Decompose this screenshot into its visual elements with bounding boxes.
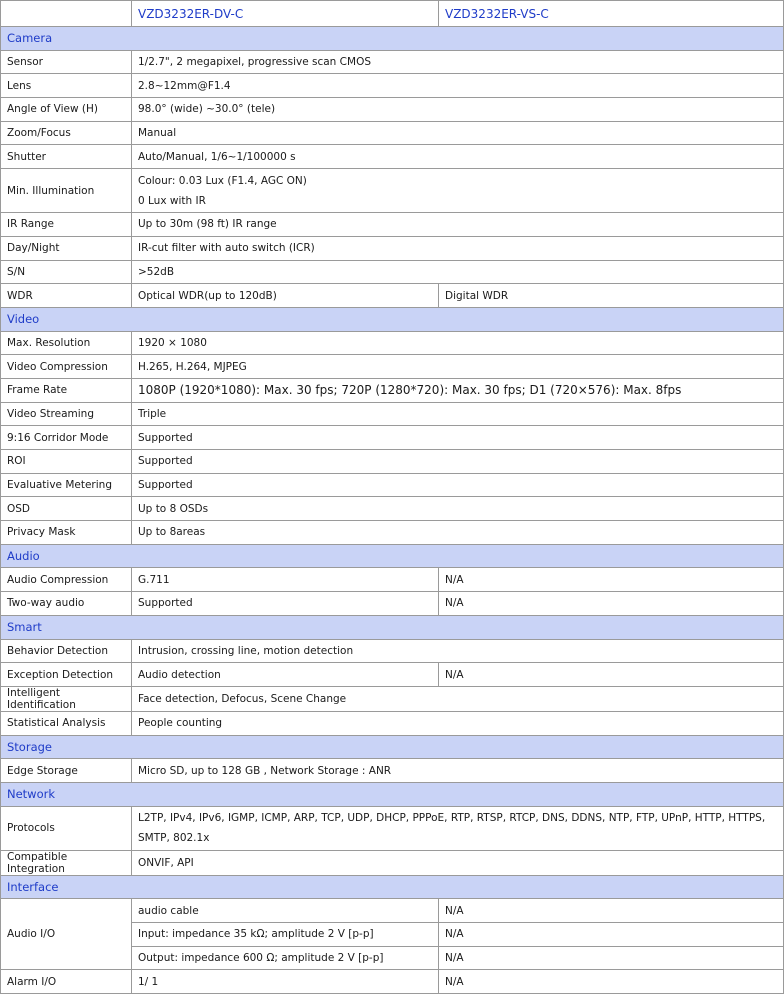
- table-row: [1, 686, 784, 711]
- spec-label: Statistical Analysis: [1, 711, 132, 735]
- table-row: [1, 639, 784, 663]
- table-row: [1, 450, 784, 474]
- spec-value: Up to 30m (98 ft) IR range: [132, 213, 784, 237]
- spec-value: Supported: [132, 450, 784, 474]
- spec-value: Triple: [132, 402, 784, 426]
- table-row: [1, 759, 784, 783]
- spec-value-b: N/A: [439, 970, 784, 994]
- spec-label: Edge Storage: [1, 759, 132, 783]
- section-smart: [1, 615, 784, 639]
- spec-label: Sensor: [1, 50, 132, 74]
- spec-label: ROI: [1, 450, 132, 474]
- table-row: [1, 378, 784, 402]
- spec-value-line: Colour: 0.03 Lux (F1.4, AGC ON): [138, 174, 307, 187]
- table-row: [1, 169, 784, 213]
- spec-value: 1920 × 1080: [132, 331, 784, 355]
- table-row: [1, 355, 784, 379]
- spec-value-b: N/A: [439, 568, 784, 592]
- header-model-b: VZD3232ER-VS-C: [439, 1, 784, 27]
- spec-label: IR Range: [1, 213, 132, 237]
- spec-label: Video Compression: [1, 355, 132, 379]
- spec-value: 98.0° (wide) ~30.0° (tele): [132, 98, 784, 122]
- spec-value: ONVIF, API: [132, 850, 784, 875]
- spec-value: Manual: [132, 121, 784, 145]
- section-title: Interface: [1, 875, 784, 899]
- table-row: [1, 260, 784, 284]
- spec-label: Behavior Detection: [1, 639, 132, 663]
- spec-label: Zoom/Focus: [1, 121, 132, 145]
- spec-label: Alarm I/O: [1, 970, 132, 994]
- spec-label: Audio Compression: [1, 568, 132, 592]
- spec-value: People counting: [132, 711, 784, 735]
- spec-value: Face detection, Defocus, Scene Change: [132, 686, 784, 711]
- table-row: [1, 806, 784, 850]
- table-row: [1, 121, 784, 145]
- spec-label: Day/Night: [1, 236, 132, 260]
- spec-value: [132, 169, 784, 213]
- spec-value: H.265, H.264, MJPEG: [132, 355, 784, 379]
- spec-label: WDR: [1, 284, 132, 308]
- table-row: [1, 497, 784, 521]
- table-row: [1, 521, 784, 545]
- spec-value-a: Supported: [132, 592, 439, 616]
- section-title: Storage: [1, 735, 784, 759]
- section-title: Video: [1, 307, 784, 331]
- spec-value-a: Optical WDR(up to 120dB): [132, 284, 439, 308]
- spec-label: Protocols: [1, 806, 132, 850]
- spec-value-a: G.711: [132, 568, 439, 592]
- table-row: [1, 473, 784, 497]
- section-title: Smart: [1, 615, 784, 639]
- spec-value: 1/2.7", 2 megapixel, progressive scan CMOS: [132, 50, 784, 74]
- spec-value-b: N/A: [439, 663, 784, 687]
- spec-label: OSD: [1, 497, 132, 521]
- table-row: [1, 213, 784, 237]
- spec-value: Micro SD, up to 128 GB , Network Storage : ANR: [132, 759, 784, 783]
- table-row: [1, 50, 784, 74]
- spec-label: Exception Detection: [1, 663, 132, 687]
- spec-label: Evaluative Metering: [1, 473, 132, 497]
- spec-label: Two-way audio: [1, 592, 132, 616]
- spec-value-b: N/A: [439, 592, 784, 616]
- table-row: [1, 402, 784, 426]
- spec-label: Video Streaming: [1, 402, 132, 426]
- spec-value: Up to 8 OSDs: [132, 497, 784, 521]
- table-row: [1, 236, 784, 260]
- section-audio: [1, 544, 784, 568]
- spec-label: Angle of View (H): [1, 98, 132, 122]
- section-network: [1, 782, 784, 806]
- spec-value-b: Digital WDR: [439, 284, 784, 308]
- spec-value: L2TP, IPv4, IPv6, IGMP, ICMP, ARP, TCP, UDP, DHCP, PPPoE, RTP, RTSP, RTCP, DNS, DDNS, NTP, FTP, UPnP, HTTP, HTTPS, SMTP, 802.1x: [132, 806, 784, 850]
- table-row: [1, 970, 784, 994]
- spec-label: Audio I/O: [1, 899, 132, 970]
- spec-label: Privacy Mask: [1, 521, 132, 545]
- spec-value: 1080P (1920*1080): Max. 30 fps; 720P (1280*720): Max. 30 fps; D1 (720×576): Max. 8fps: [132, 378, 784, 402]
- spec-value: Up to 8areas: [132, 521, 784, 545]
- spec-label: Frame Rate: [1, 378, 132, 402]
- spec-value: 2.8~12mm@F1.4: [132, 74, 784, 98]
- spec-label: Compatible Integration: [1, 850, 132, 875]
- table-row: [1, 284, 784, 308]
- section-video: [1, 307, 784, 331]
- table-row: [1, 145, 784, 169]
- spec-value-a: audio cable: [132, 899, 439, 923]
- table-row: [1, 592, 784, 616]
- section-title: Camera: [1, 27, 784, 51]
- table-row: [1, 568, 784, 592]
- section-title: Audio: [1, 544, 784, 568]
- table-row: [1, 711, 784, 735]
- table-row: [1, 331, 784, 355]
- section-title: Network: [1, 782, 784, 806]
- spec-value-a: 1/ 1: [132, 970, 439, 994]
- table-row: [1, 850, 784, 875]
- spec-value-a: Input: impedance 35 kΩ; amplitude 2 V [p-p]: [132, 923, 439, 947]
- spec-value-b: N/A: [439, 946, 784, 970]
- spec-label: Intelligent Identification: [1, 686, 132, 711]
- spec-label: Max. Resolution: [1, 331, 132, 355]
- section-camera: [1, 27, 784, 51]
- table-row: [1, 663, 784, 687]
- section-storage: [1, 735, 784, 759]
- table-row: [1, 426, 784, 450]
- section-interface: [1, 875, 784, 899]
- spec-value-b: N/A: [439, 923, 784, 947]
- spec-value: Auto/Manual, 1/6~1/100000 s: [132, 145, 784, 169]
- header-row: [1, 1, 784, 27]
- table-row: [1, 74, 784, 98]
- spec-value-a: Output: impedance 600 Ω; amplitude 2 V [p-p]: [132, 946, 439, 970]
- spec-label: 9:16 Corridor Mode: [1, 426, 132, 450]
- spec-label: S/N: [1, 260, 132, 284]
- spec-value-a: Audio detection: [132, 663, 439, 687]
- header-model-a: VZD3232ER-DV-C: [132, 1, 439, 27]
- spec-value-line: 0 Lux with IR: [138, 194, 206, 207]
- spec-label: Lens: [1, 74, 132, 98]
- table-row: [1, 98, 784, 122]
- table-row: [1, 899, 784, 923]
- spec-value: Supported: [132, 473, 784, 497]
- spec-value: Intrusion, crossing line, motion detection: [132, 639, 784, 663]
- spec-value: >52dB: [132, 260, 784, 284]
- header-blank: [1, 1, 132, 27]
- spec-value: Supported: [132, 426, 784, 450]
- spec-value-b: N/A: [439, 899, 784, 923]
- spec-value: IR-cut filter with auto switch (ICR): [132, 236, 784, 260]
- spec-label: Shutter: [1, 145, 132, 169]
- spec-label: Min. Illumination: [1, 169, 132, 213]
